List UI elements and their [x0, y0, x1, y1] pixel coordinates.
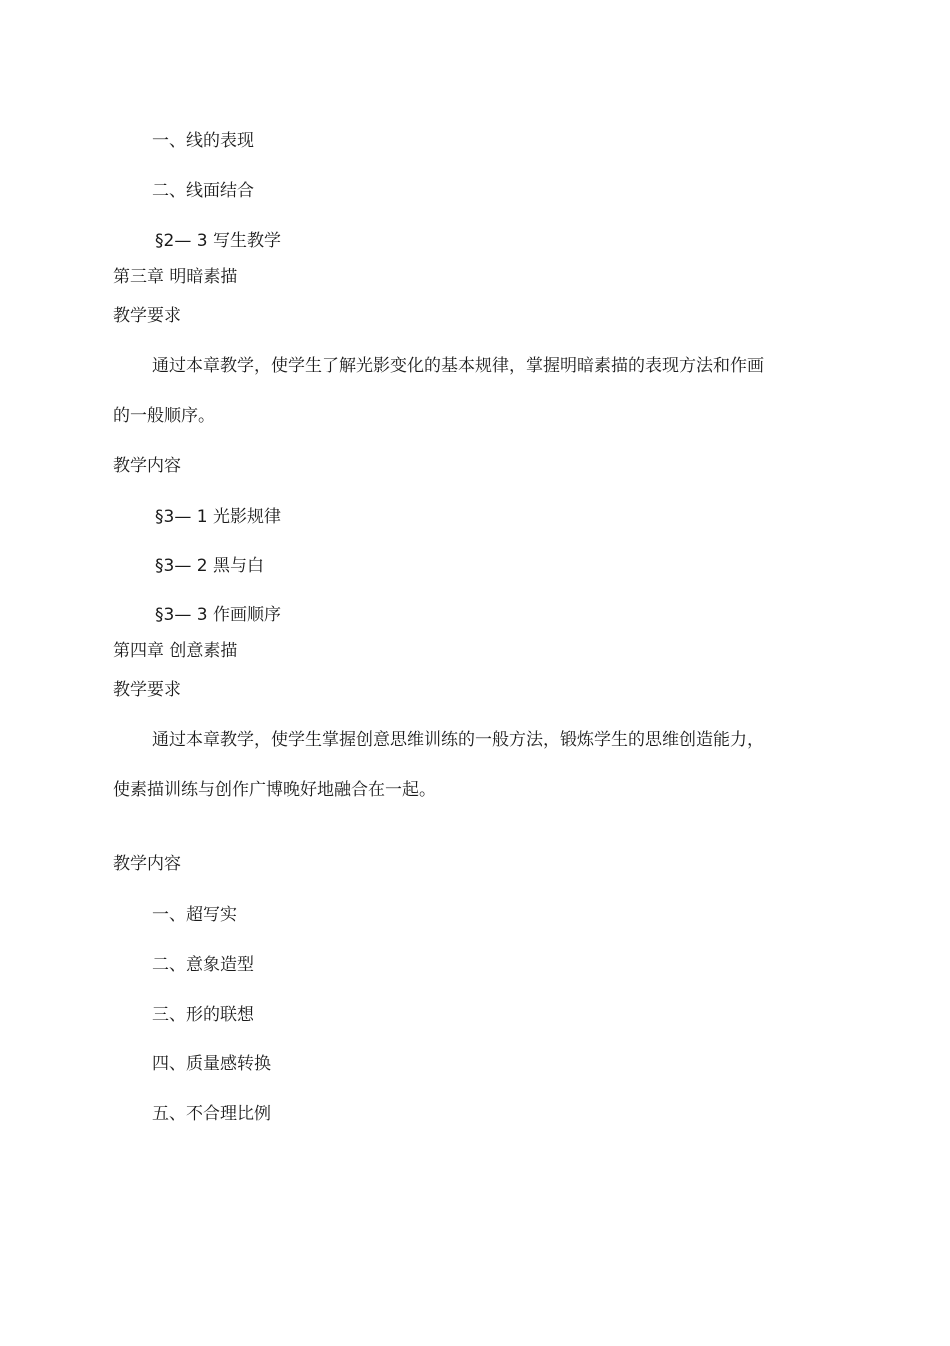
chapter4-item-4: 四、质量感转换 — [152, 1054, 271, 1074]
chapter4-item-5: 五、不合理比例 — [152, 1104, 271, 1124]
chapter3-requirements-text-2: 的一般顺序。 — [113, 406, 215, 426]
chapter4-requirements-text-2: 使素描训练与创作广博晚好地融合在一起。 — [113, 780, 436, 800]
chapter3-content-heading: 教学内容 — [113, 456, 181, 476]
chapter3-requirements-text-1: 通过本章教学，使学生了解光影变化的基本规律，掌握明暗素描的表现方法和作画 — [152, 356, 764, 376]
chapter4-requirements-heading: 教学要求 — [113, 680, 181, 700]
chapter4-item-3: 三、形的联想 — [152, 1005, 254, 1025]
ch2-section-3: §2— 3 写生教学 — [155, 231, 281, 251]
chapter3-section-2: §3— 2 黑与白 — [155, 556, 264, 576]
chapter4-content-heading: 教学内容 — [113, 854, 181, 874]
ch2-item-2: 二、线面结合 — [152, 181, 254, 201]
chapter3-title: 第三章 明暗素描 — [113, 267, 238, 287]
chapter4-requirements-text-1: 通过本章教学，使学生掌握创意思维训练的一般方法，锻炼学生的思维创造能力， — [152, 730, 764, 750]
chapter3-section-3: §3— 3 作画顺序 — [155, 605, 281, 625]
chapter4-item-1: 一、超写实 — [152, 905, 237, 925]
chapter4-item-2: 二、意象造型 — [152, 955, 254, 975]
ch2-item-1: 一、线的表现 — [152, 131, 254, 151]
chapter3-requirements-heading: 教学要求 — [113, 306, 181, 326]
chapter4-title: 第四章 创意素描 — [113, 641, 238, 661]
chapter3-section-1: §3— 1 光影规律 — [155, 507, 281, 527]
